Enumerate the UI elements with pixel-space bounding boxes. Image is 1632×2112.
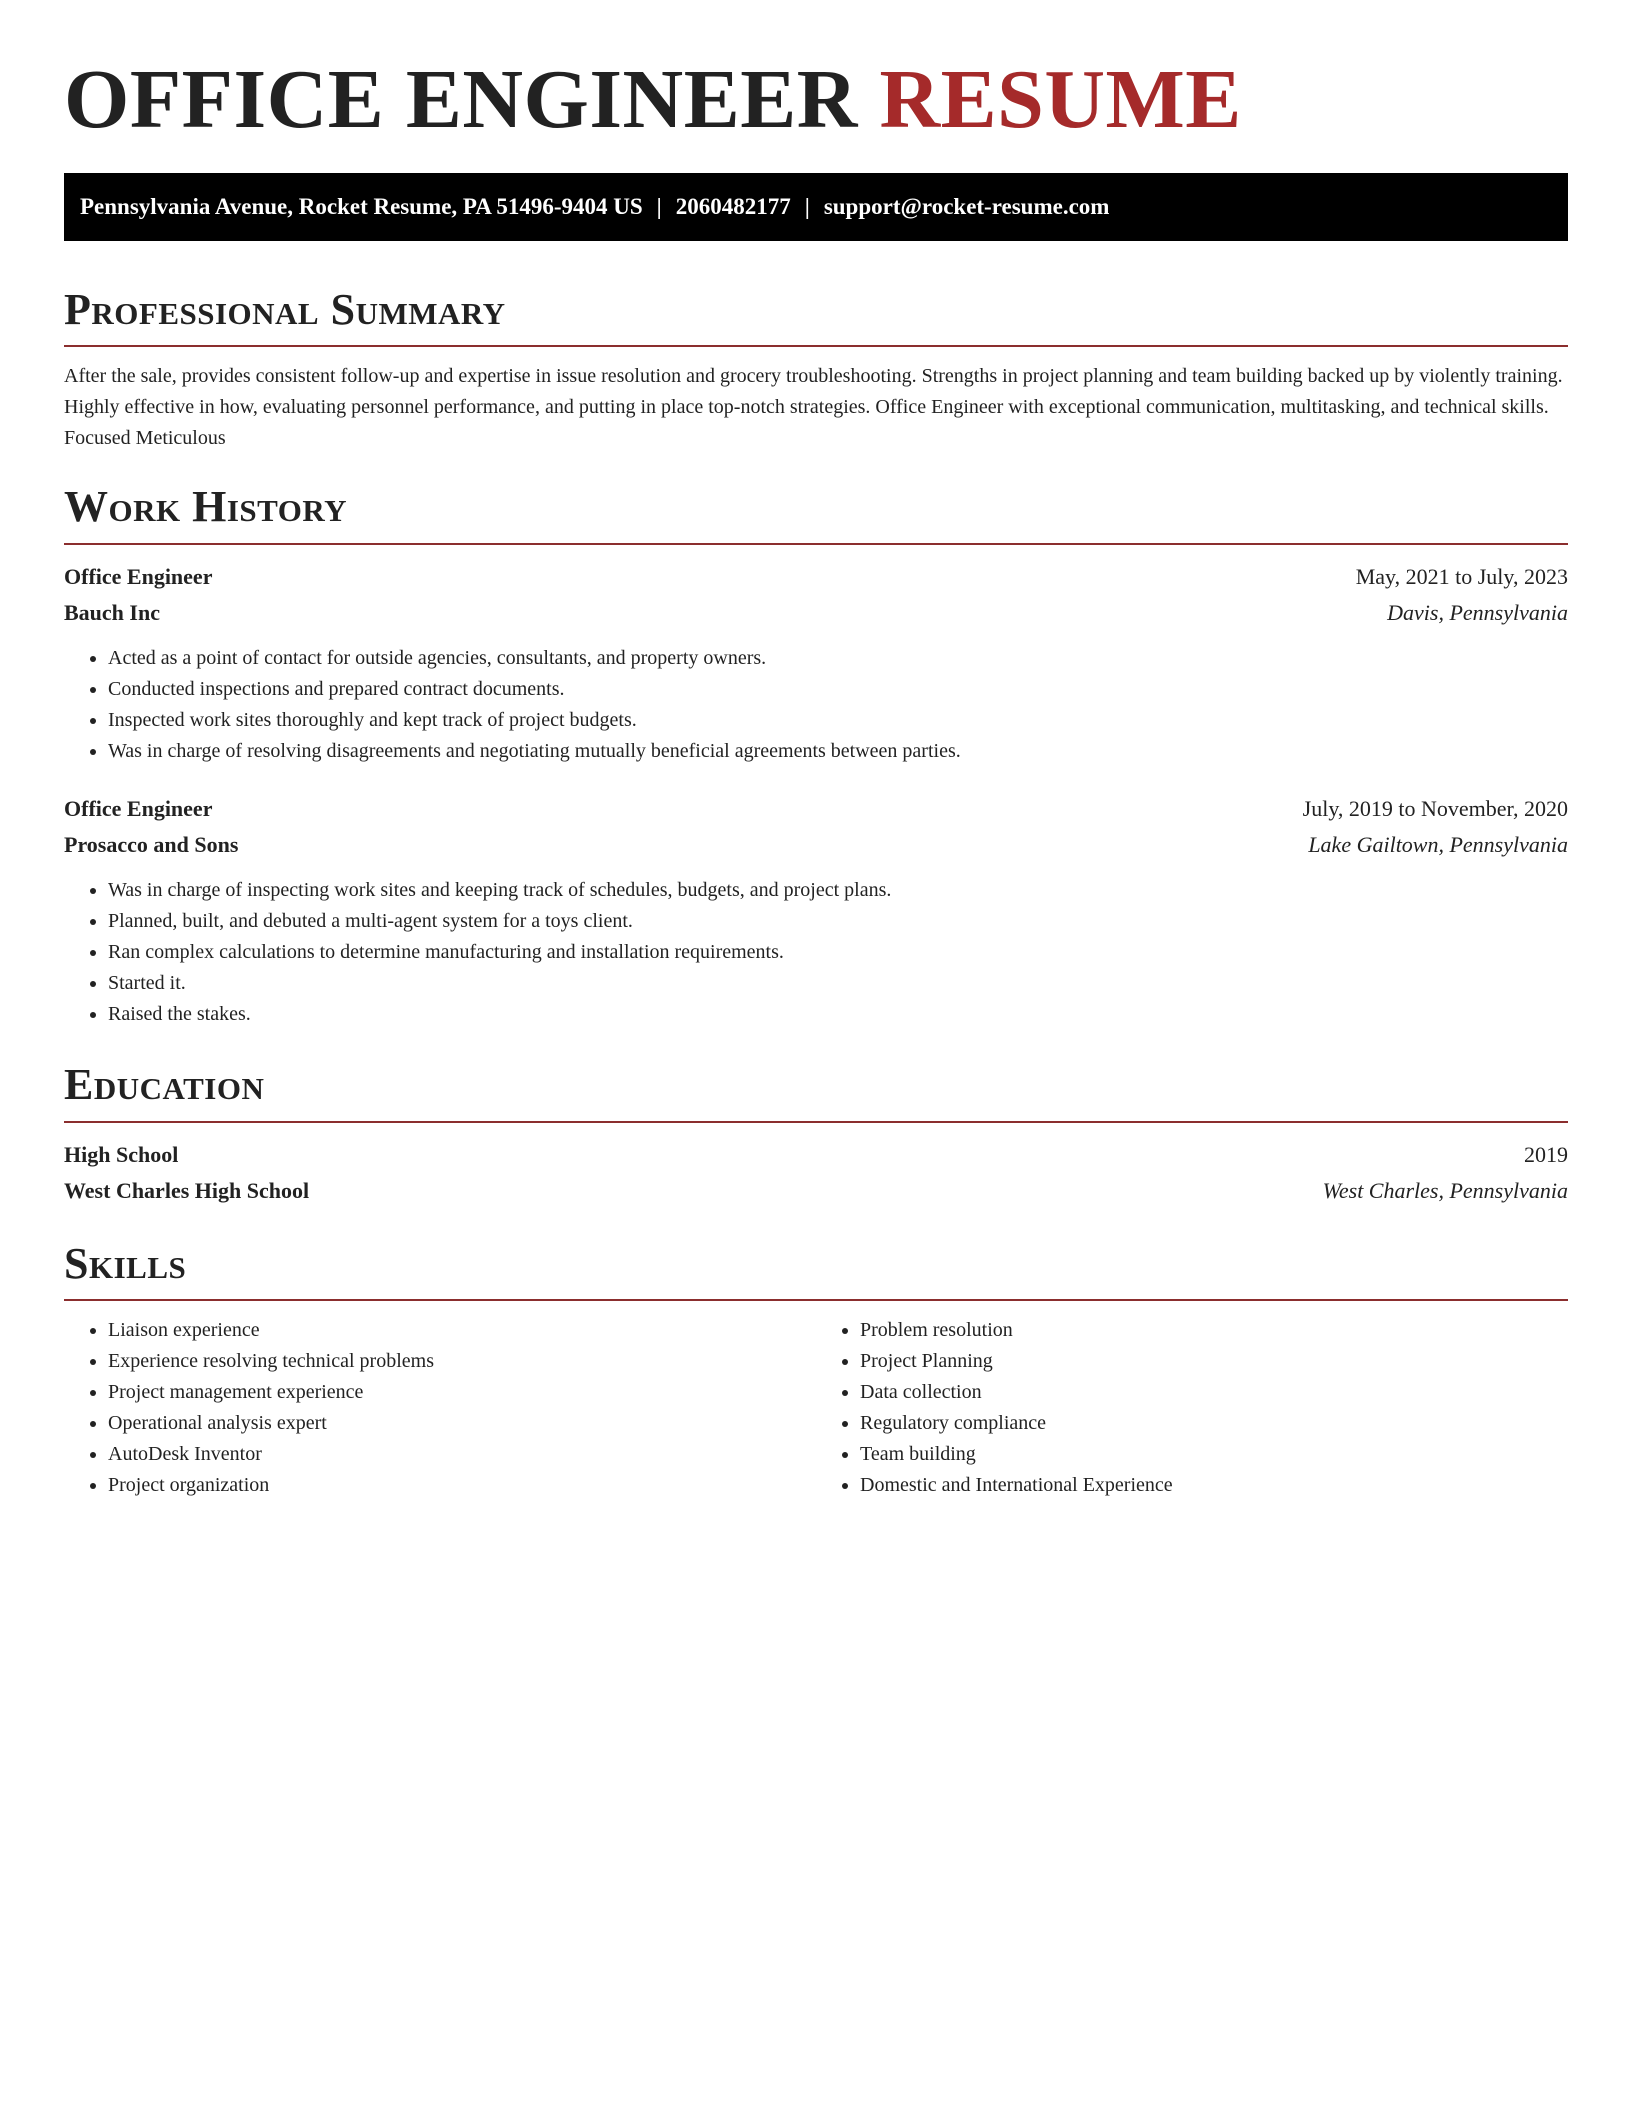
skills-list-left [64,1315,816,1501]
summary-heading: Professional Summary [64,284,506,334]
job-header-row [64,791,1568,827]
education-school: West Charles High School [64,1177,310,1203]
skills-list-right [816,1315,1568,1501]
list-item: • Project management experience [108,1377,816,1408]
list-item: • Domestic and International Experience [860,1470,1568,1501]
resume-title [64,50,1568,151]
job-dates: May, 2021 to July, 2023 [1355,563,1568,589]
skills-grid [64,1315,1568,1501]
section-divider [64,1299,1568,1301]
list-item: • Experience resolving technical problems [108,1346,816,1377]
summary-text: After the sale, provides consistent follow-up and expertise in issue resolution and grocery troubleshooting. Strengths in project planning and team building backed up by violently training. Highly effective in how, evaluating personnel performance, and putting in place top-notch strategies. Office Engineer with exceptional communication, multitasking, and technical skills. Focused Meticulous [64,365,1563,450]
list-item: • Conducted inspections and prepared contract documents. [108,674,1568,705]
job-entry [64,791,1568,1030]
section-divider [64,345,1568,347]
work-history-heading: Work History [64,482,348,532]
job-bullets [64,643,1568,767]
skills-section [64,1239,1568,1502]
summary-section [64,285,1568,455]
list-item: • Acted as a point of contact for outside agencies, consultants, and property owners. [108,643,1568,674]
contact-separator: | [656,193,662,219]
education-location: West Charles, Pennsylvania [1322,1177,1568,1203]
job-company-row [64,827,1568,863]
list-item: • Problem resolution [860,1315,1568,1346]
job-header-row [64,559,1568,595]
job-title: Office Engineer [64,563,213,589]
list-item: • Project Planning [860,1346,1568,1377]
list-item: • Ran complex calculations to determine manufacturing and installation requirements. [108,937,1568,968]
contact-address: Pennsylvania Avenue, Rocket Resume, PA 51496-9404 US [80,193,643,219]
list-item: • Was in charge of resolving disagreements and negotiating mutually beneficial agreements between parties. [108,736,1568,767]
contact-email: support@rocket-resume.com [823,193,1110,219]
list-item: • Project organization [108,1470,816,1501]
section-divider [64,543,1568,545]
education-school-row [64,1173,1568,1209]
job-location: Davis, Pennsylvania [1387,599,1568,625]
list-item: • Started it. [108,968,1568,999]
job-entry [64,559,1568,767]
work-history-section [64,482,1568,1030]
education-year: 2019 [1524,1141,1568,1167]
list-item: • AutoDesk Inventor [108,1439,816,1470]
job-dates: July, 2019 to November, 2020 [1302,795,1568,821]
list-item: • Liaison experience [108,1315,816,1346]
list-item: • Data collection [860,1377,1568,1408]
list-item: • Inspected work sites thoroughly and kept track of project budgets. [108,705,1568,736]
education-degree: High School [64,1141,179,1167]
list-item: • Operational analysis expert [108,1408,816,1439]
list-item: • Team building [860,1439,1568,1470]
education-section [64,1060,1568,1209]
job-bullets [64,875,1568,1030]
job-company-row [64,595,1568,631]
job-location: Lake Gailtown, Pennsylvania [1308,831,1568,857]
skills-heading: Skills [64,1238,187,1288]
contact-bar [64,173,1568,241]
education-degree-row [64,1137,1568,1173]
education-heading: Education [64,1059,265,1109]
title-accent: RESUME [879,53,1242,146]
list-item: • Was in charge of inspecting work sites and keeping track of schedules, budgets, and project plans. [108,875,1568,906]
list-item: • Regulatory compliance [860,1408,1568,1439]
list-item: • Planned, built, and debuted a multi-agent system for a toys client. [108,906,1568,937]
job-company: Bauch Inc [64,599,160,625]
job-title: Office Engineer [64,795,213,821]
section-divider [64,1121,1568,1123]
title-main: OFFICE ENGINEER [64,53,858,146]
contact-separator: | [804,193,810,219]
contact-phone: 2060482177 [675,193,791,219]
list-item: • Raised the stakes. [108,999,1568,1030]
job-company: Prosacco and Sons [64,831,239,857]
